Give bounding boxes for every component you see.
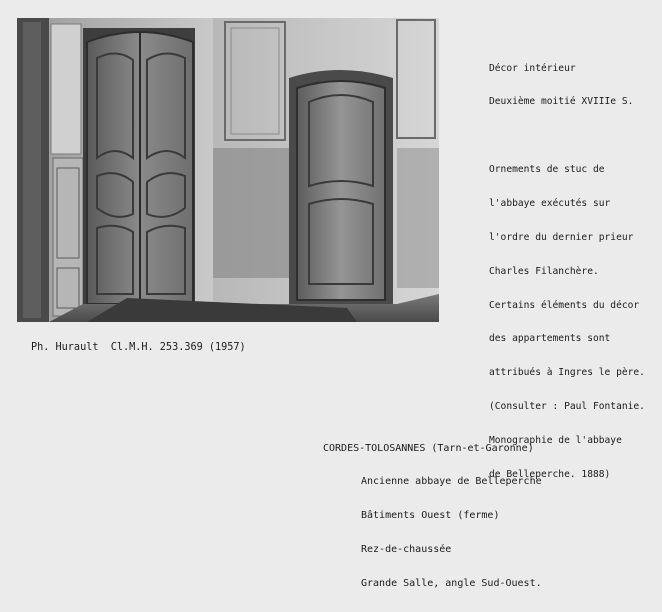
photo-rendering — [17, 18, 439, 322]
photo-credit: Ph. Hurault Cl.M.H. 253.369 (1957) — [31, 342, 246, 353]
location-line: Bâtiments Ouest (ferme) — [361, 510, 500, 522]
location-header: CORDES-TOLOSANNES (Tarn-et-Garonne) — [323, 442, 534, 454]
location-block — [323, 420, 542, 612]
caption-body-line: Certains éléments du décor — [489, 299, 640, 311]
caption-title-line: Deuxième moitié XVIIIe S. — [489, 96, 634, 108]
location-line: Rez-de-chaussée — [361, 544, 452, 556]
caption-body-line: de Belleperche. 1888) — [489, 468, 611, 480]
location-line: Ancienne abbaye de Belleperche — [361, 476, 542, 488]
caption-body-line: l'ordre du dernier prieur — [489, 231, 634, 243]
interior-photograph — [17, 18, 439, 322]
caption-body-line: (Consulter : Paul Fontanie. — [489, 401, 645, 413]
caption-body-line: Monographie de l'abbaye — [489, 435, 622, 447]
caption-body-line: Charles Filanchère. — [489, 265, 599, 277]
location-line: Grande Salle, angle Sud-Ouest. — [361, 578, 542, 590]
caption-body-line: des appartements sont — [489, 333, 611, 345]
caption-title-line: Décor intérieur — [489, 62, 576, 74]
caption-body-line: attribués à Ingres le père. — [489, 367, 645, 379]
caption-spacer — [489, 130, 645, 141]
caption-body-line: Ornements de stuc de — [489, 163, 605, 175]
caption-body-line: l'abbaye exécutés sur — [489, 197, 611, 209]
